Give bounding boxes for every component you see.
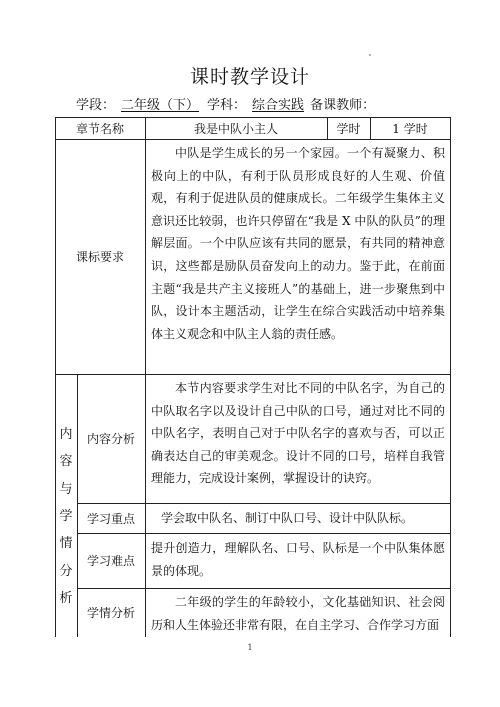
- learning-difficulty-text: 提升创造力，理解队名、口号、队标是一个中队集体愿景的体现。: [151, 541, 445, 578]
- group-char: 与: [59, 481, 73, 497]
- group-char: 内: [59, 427, 73, 442]
- table-border-right: [450, 117, 451, 637]
- teacher-label: 备课教师：: [310, 98, 376, 113]
- subject-label: 学科：: [207, 98, 247, 113]
- analysis-group-label: [55, 423, 77, 606]
- stage-value: 二年级（下）: [121, 98, 200, 113]
- document-title: 课时教学设计: [189, 66, 310, 88]
- learner-analysis-label: 学情分析: [86, 606, 135, 620]
- meta-line: [76, 94, 376, 113]
- hours-value: 1 学时: [392, 121, 428, 136]
- content-analysis-label: 内容分析: [86, 432, 135, 446]
- group-char: 析: [59, 590, 73, 606]
- group-char: 分: [59, 563, 73, 579]
- learning-focus-text: 学会取中队名、制订中队口号、设计中队队标。: [161, 511, 414, 525]
- lesson-table: [55, 117, 451, 637]
- group-char: 学: [59, 508, 73, 524]
- stage-label: 学段：: [76, 98, 116, 113]
- hours-label: 学时: [336, 121, 361, 136]
- learning-difficulty-label: 学习难点: [86, 554, 135, 568]
- page-number: 1: [247, 643, 253, 652]
- content-analysis-text: 本节内容要求学生对比不同的中队名字，为自己的中队取名字以及设计自己中队的口号，通过对比不同的中队名字，表明自己对于中队名字的喜欢与否，可以正确表达自己的审美观念。设计不同的口号，培样自我管理能力，完成设计案例，掌握设计的诀窍。: [151, 381, 445, 486]
- group-char: 情: [59, 536, 73, 552]
- chapter-label: 章节名称: [75, 121, 124, 136]
- standards-text: 中队是学生成长的另一个家园。一个有凝聚力、积极向上的中队，有利于队员形成良好的人生观、价值观，有利于促进队员的健康成长。二年级学生集体主义意识还比较弱，也许只停留在“我是 X 中队的队员”的理解层面。一个中队应该有共同的愿景，有共同的精神意识，这些都是励队员奋发向上的动力。鉴于此，在前面主题“我是共产主义接班人”的基础上，进一步聚焦到中队，设计本主题活动，让学生在综合实践活动中培养集体主义观念和中队主人翁的责任感。: [151, 146, 445, 341]
- chapter-value: 我是中队小主人: [193, 121, 278, 136]
- subject-value: 综合实践: [252, 98, 305, 113]
- group-char: 容: [59, 454, 73, 470]
- standards-label: 课标要求: [75, 250, 124, 264]
- learner-analysis-text: 二年级的学生的年龄较小，文化基础知识、社会阅历和人生体验还非常有限，在自主学习、合作学习方面: [151, 595, 445, 632]
- decorative-dot: [369, 54, 371, 56]
- label-column-rule: [145, 117, 146, 637]
- learning-focus-label: 学习重点: [86, 511, 135, 526]
